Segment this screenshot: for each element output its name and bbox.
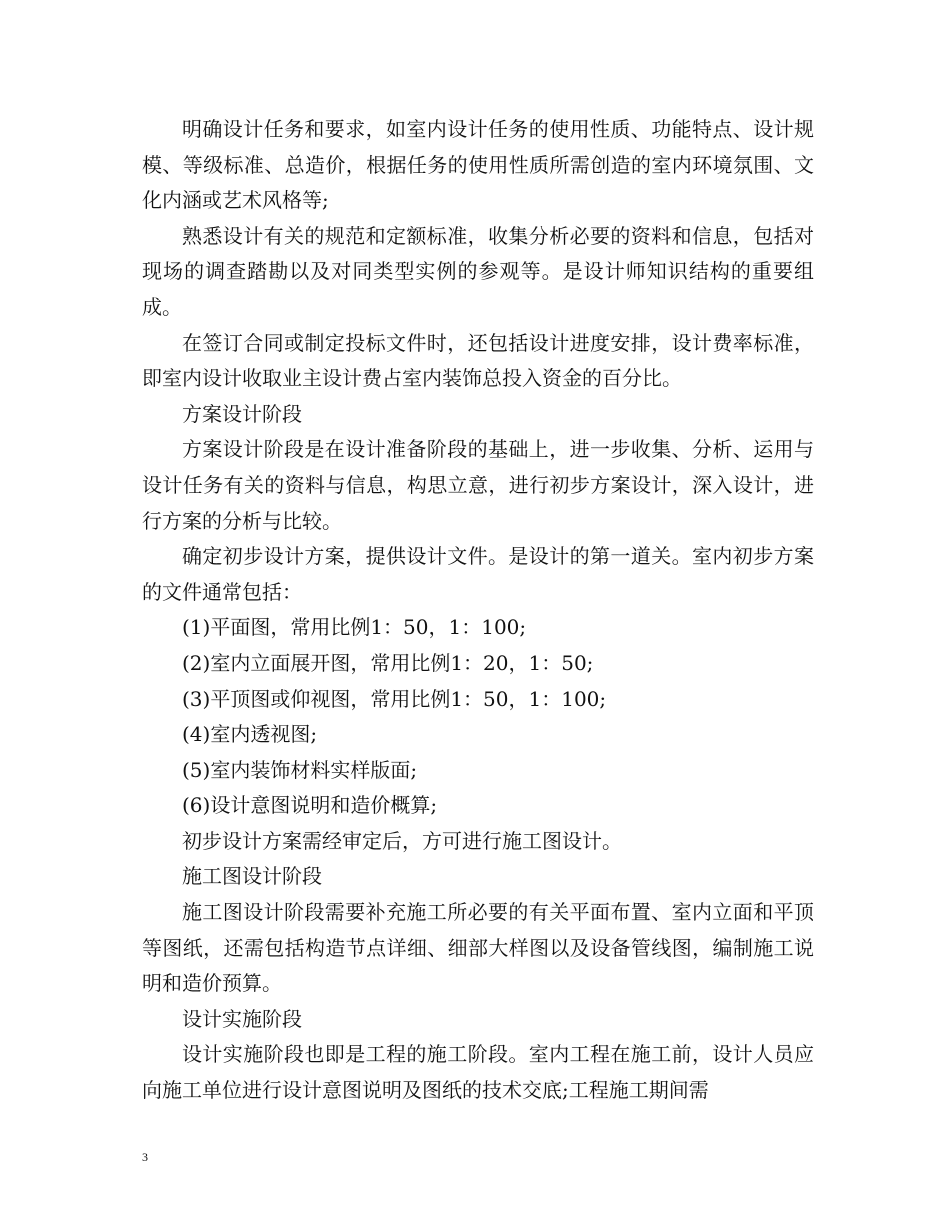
list-item: (4)室内透视图;: [182, 722, 318, 747]
paragraph: 确定初步设计方案，提供设计文件。是设计的第一道关。室内初步方案的文件通常包括：: [142, 544, 814, 604]
paragraph: 初步设计方案需经审定后，方可进行施工图设计。: [182, 828, 622, 853]
section-heading: 方案设计阶段: [182, 401, 302, 426]
list-item: (1)平面图，常用比例1：50，1：100;: [182, 615, 527, 640]
paragraph: 在签订合同或制定投标文件时，还包括设计进度安排，设计费率标准，即室内设计收取业主设计费占室内装饰总投入资金的百分比。: [142, 330, 814, 391]
list-item: (2)室内立面展开图，常用比例1：20，1：50;: [182, 650, 594, 675]
paragraph: 明确设计任务和要求，如室内设计任务的使用性质、功能特点、设计规模、等级标准、总造价，根据任务的使用性质所需创造的室内环境氛围、文化内涵或艺术风格等;: [142, 117, 814, 213]
paragraph: 熟悉设计有关的规范和定额标准，收集分析必要的资料和信息，包括对现场的调查踏勘以及对同类型实例的参观等。是设计师知识结构的重要组成。: [142, 223, 814, 319]
paragraph: 方案设计阶段是在设计准备阶段的基础上，进一步收集、分析、运用与设计任务有关的资料与信息，构思立意，进行初步方案设计，深入设计，进行方案的分析与比较。: [142, 437, 814, 533]
list-item: (3)平顶图或仰视图，常用比例1：50，1：100;: [182, 686, 607, 711]
page-number: 3: [142, 1150, 148, 1164]
list-item: (6)设计意图说明和造价概算;: [182, 793, 438, 818]
section-heading: 施工图设计阶段: [182, 864, 322, 889]
paragraph: 设计实施阶段也即是工程的施工阶段。室内工程在施工前，设计人员应向施工单位进行设计意图说明及图纸的技术交底;工程施工期间需: [142, 1042, 814, 1103]
section-heading: 设计实施阶段: [182, 1006, 302, 1031]
document-body: [142, 112, 814, 1109]
list-item: (5)室内装饰材料实样版面;: [182, 757, 418, 782]
paragraph: 施工图设计阶段需要补充施工所必要的有关平面布置、室内立面和平顶等图纸，还需包括构造节点详细、细部大样图以及设备管线图，编制施工说明和造价预算。: [142, 900, 814, 996]
